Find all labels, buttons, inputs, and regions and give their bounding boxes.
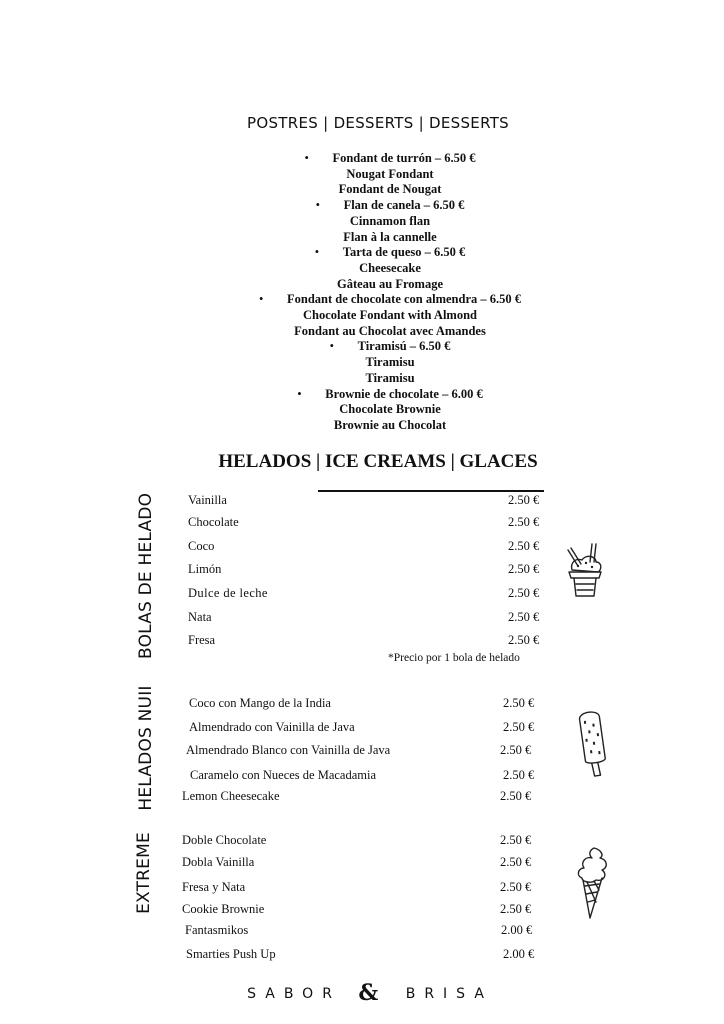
dessert-line: • Flan de canela – 6.50 €	[0, 198, 724, 214]
item-name: Coco con Mango de la India	[189, 696, 331, 710]
item-name: Almendrado con Vainilla de Java	[189, 720, 355, 734]
item-price: 2.50 €	[508, 539, 540, 553]
menu-row	[0, 720, 724, 740]
item-price: 2.50 €	[500, 880, 532, 894]
brand-ampersand: &	[358, 980, 379, 1006]
item-name: Fresa y Nata	[182, 880, 246, 894]
dessert-line: • Fondant de chocolate con almendra – 6.50 €	[0, 292, 724, 308]
menu-row	[0, 493, 724, 513]
dessert-line: Cheesecake	[359, 260, 421, 275]
brand-word-right: BRISA	[405, 986, 493, 1002]
menu-row	[0, 610, 724, 630]
desserts-list	[0, 151, 724, 434]
item-price: 2.00 €	[501, 923, 533, 937]
desserts-title: POSTRES | DESSERTS | DESSERTS	[247, 114, 509, 132]
item-name: Smarties Push Up	[186, 947, 276, 961]
item-price: 2.50 €	[508, 610, 540, 624]
item-name: Dobla Vainilla	[182, 855, 255, 869]
item-price: 2.50 €	[500, 743, 532, 757]
item-price: 2.50 €	[508, 515, 540, 529]
item-name: Almendrado Blanco con Vainilla de Java	[186, 743, 391, 757]
dessert-line: • Brownie de chocolate – 6.00 €	[0, 387, 724, 403]
menu-row	[0, 902, 724, 922]
item-name: Lemon Cheesecake	[182, 789, 280, 803]
menu-row	[0, 855, 724, 875]
item-name: Caramelo con Nueces de Macadamia	[190, 768, 377, 782]
item-price: 2.50 €	[508, 633, 540, 647]
item-price: 2.50 €	[503, 696, 535, 710]
item-price: 2.50 €	[500, 789, 532, 803]
dessert-line: Gâteau au Fromage	[336, 276, 443, 291]
item-price: 2.50 €	[503, 768, 535, 782]
section-divider	[318, 490, 544, 492]
menu-row	[0, 833, 724, 853]
dessert-line: Tiramisu	[365, 370, 415, 385]
menu-row	[0, 562, 724, 582]
item-price: 2.50 €	[500, 855, 532, 869]
dessert-line: Tiramisu	[365, 355, 415, 370]
nuii-section-label: HELADOS NUII	[136, 685, 156, 811]
menu-row	[0, 923, 724, 943]
item-name: Fresa	[188, 633, 216, 647]
dessert-line: Cinnamon flan	[349, 213, 431, 228]
ice-cream-cup-icon	[562, 540, 608, 598]
menu-row	[0, 880, 724, 900]
ice-cream-cone-icon	[572, 844, 612, 920]
extreme-section-label: EXTREME	[134, 832, 154, 914]
dessert-line: Nougat Fondant	[346, 166, 434, 181]
item-name: Chocolate	[188, 515, 239, 529]
dessert-line: Fondant de Nougat	[338, 182, 442, 197]
ice-cream-stick-icon	[572, 706, 612, 778]
dessert-line: Fondant au Chocolat avec Amandes	[294, 323, 486, 338]
item-price: 2.50 €	[508, 493, 540, 507]
item-name: Nata	[188, 610, 212, 624]
menu-row	[0, 515, 724, 535]
menu-row	[0, 633, 724, 653]
brand-word-left: SABOR	[247, 986, 341, 1002]
menu-row	[0, 947, 724, 967]
item-name: Cookie Brownie	[182, 902, 265, 916]
item-price: 2.50 €	[503, 720, 535, 734]
item-price: 2.50 €	[508, 586, 540, 600]
dessert-line: • Fondant de turrón – 6.50 €	[0, 151, 724, 167]
dessert-line: Chocolate Fondant with Almond	[303, 308, 477, 323]
dessert-line: Brownie au Chocolat	[333, 417, 447, 432]
item-price: 2.50 €	[500, 833, 532, 847]
dessert-line: • Tiramisú – 6.50 €	[0, 339, 724, 355]
bolas-section-label: BOLAS DE HELADO	[136, 492, 156, 659]
item-price: 2.50 €	[500, 902, 532, 916]
menu-row	[0, 768, 724, 788]
icecreams-title: HELADOS | ICE CREAMS | GLACES	[218, 451, 538, 472]
menu-row	[0, 539, 724, 559]
menu-row	[0, 586, 724, 606]
item-name: Fantasmikos	[185, 923, 249, 937]
item-price: 2.00 €	[503, 947, 535, 961]
dessert-line: Chocolate Brownie	[339, 402, 441, 417]
price-note: *Precio por 1 bola de helado	[388, 652, 520, 664]
dessert-line: • Tarta de queso – 6.50 €	[0, 245, 724, 261]
brand-footer	[0, 980, 724, 1006]
dessert-line: Flan à la cannelle	[343, 229, 437, 244]
item-name: Dulce de leche	[188, 586, 268, 600]
menu-row	[0, 789, 724, 809]
item-name: Vainilla	[188, 493, 227, 507]
item-price: 2.50 €	[508, 562, 540, 576]
item-name: Limón	[188, 562, 222, 576]
item-name: Coco	[188, 539, 215, 553]
item-name: Doble Chocolate	[182, 833, 267, 847]
menu-row	[0, 696, 724, 716]
menu-row	[0, 743, 724, 763]
